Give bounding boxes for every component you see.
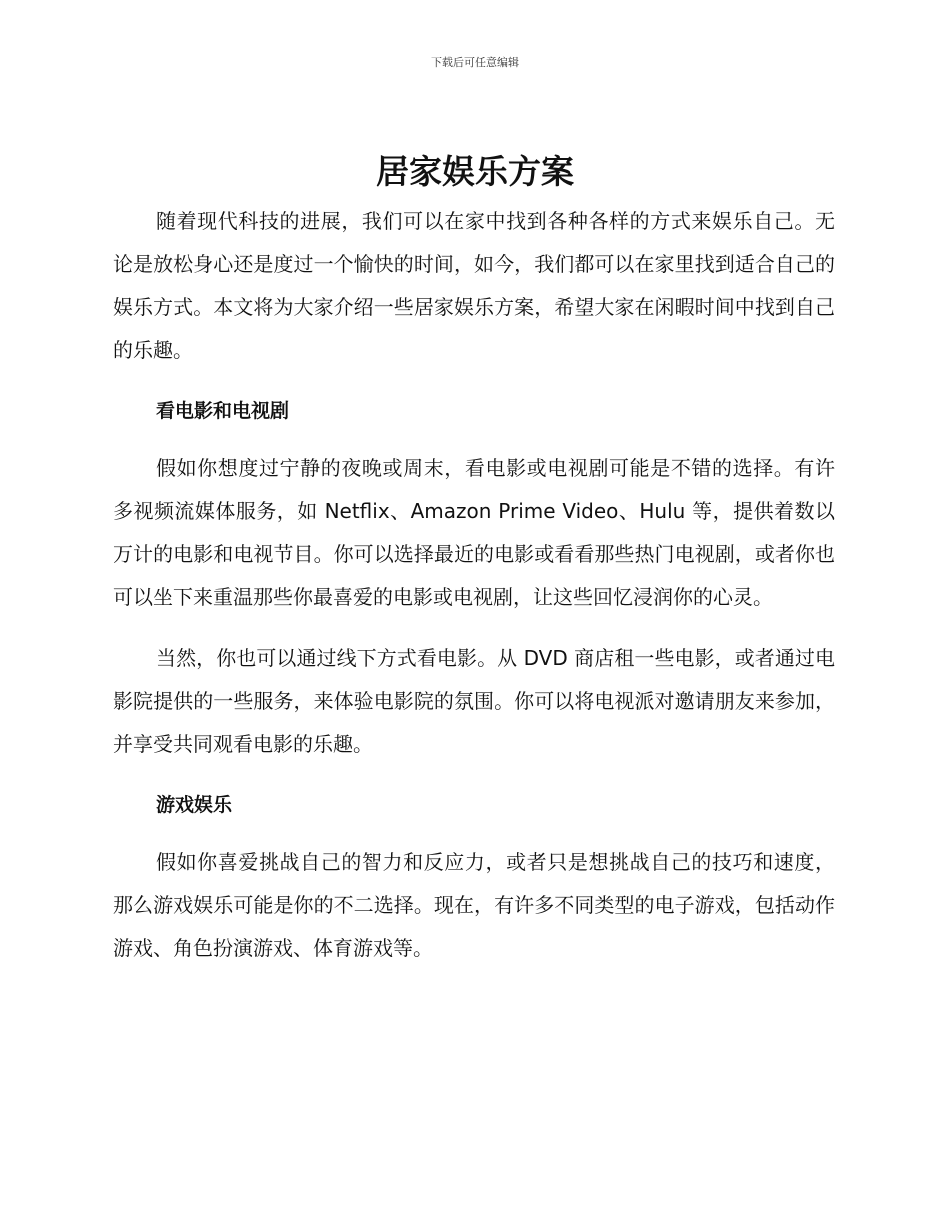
- movies-paragraph-2: 当然，你也可以通过线下方式看电影。从 DVD 商店租一些电影，或者通过电影院提供的一些服务，来体验电影院的氛围。你可以将电视派对邀请朋友来参加，并享受共同观看电影的乐趣。: [113, 646, 835, 756]
- intro-paragraph: 随着现代科技的进展，我们可以在家中找到各种各样的方式来娱乐自己。无论是放松身心还是度过一个愉快的时间，如今，我们都可以在家里找到适合自己的娱乐方式。本文将为大家介绍一些居家娱乐方案，希望大家在闲暇时间中找到自己的乐趣。: [113, 209, 835, 362]
- document-title: 居家娱乐方案: [376, 152, 574, 191]
- section-heading-movies: 看电影和电视剧: [156, 400, 290, 422]
- document-body: [113, 200, 835, 988]
- header-note: 下载后可任意编辑: [431, 56, 519, 69]
- movies-paragraph-1: 假如你想度过宁静的夜晚或周末，看电影或电视剧可能是不错的选择。有许多视频流媒体服务，如 Netflix、Amazon Prime Video、Hulu 等，提供着数以万计的电影和电视节目。你可以选择最近的电影或看看那些热门电视剧，或者你也可以坐下来重温那些你最喜爱的电影或电视剧，让这些回忆浸润你的心灵。: [113, 456, 835, 609]
- section-heading-games: 游戏娱乐: [156, 794, 233, 816]
- games-paragraph-1: 假如你喜爱挑战自己的智力和反应力，或者只是想挑战自己的技巧和速度，那么游戏娱乐可能是你的不二选择。现在，有许多不同类型的电子游戏，包括动作游戏、角色扮演游戏、体育游戏等。: [113, 850, 835, 960]
